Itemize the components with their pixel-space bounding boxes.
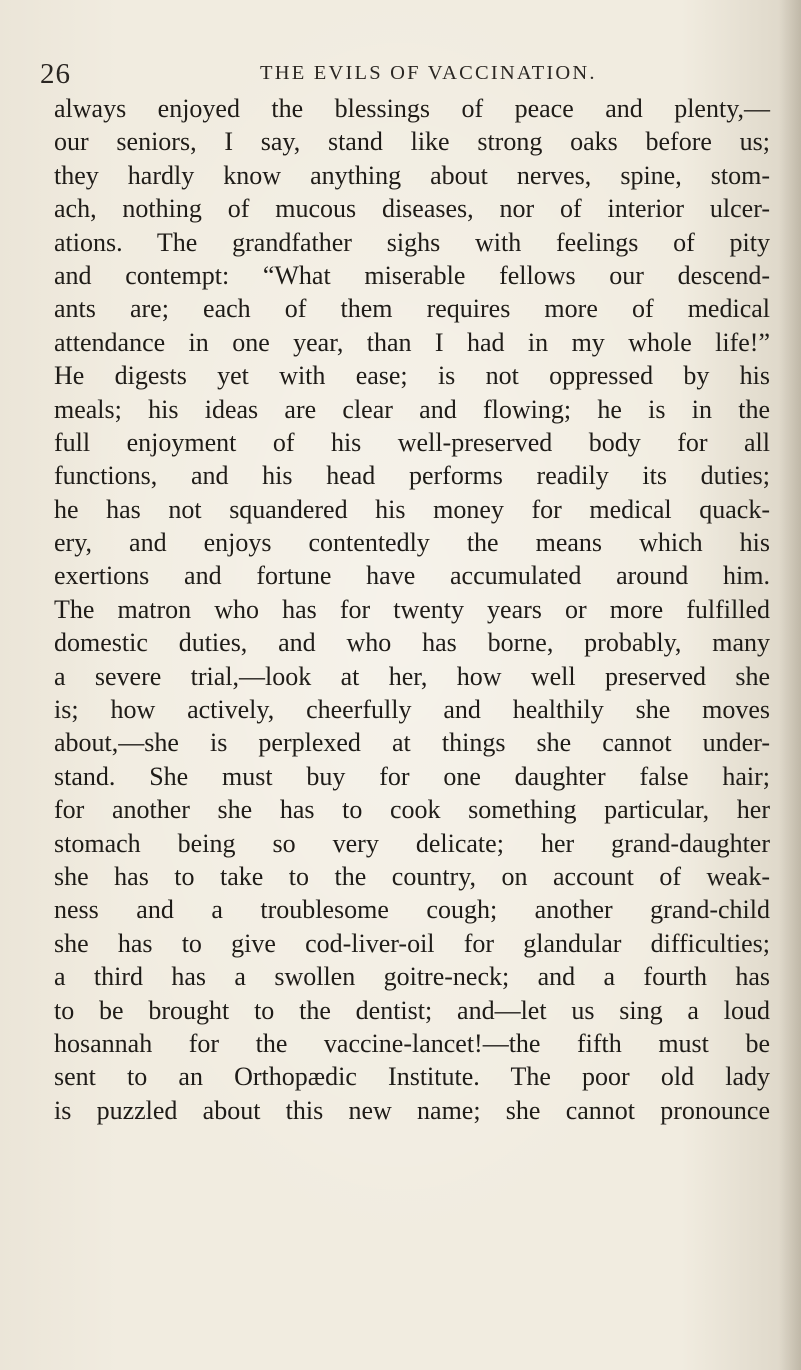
body-text <box>54 92 770 1127</box>
text-line: He digests yet with ease; is not oppressed by his <box>54 361 770 391</box>
text-line: she has to give cod-liver-oil for glandular difficulties; <box>54 928 770 958</box>
text-line: is puzzled about this new name; she cannot pronounce <box>54 1095 770 1125</box>
text-line: attendance in one year, than I had in my whole life!” <box>54 327 770 357</box>
text-line: to be brought to the dentist; and—let us sing a loud <box>54 995 770 1025</box>
text-line: always enjoyed the blessings of peace and plenty,— <box>54 94 770 123</box>
text-line: a severe trial,—look at her, how well preserved she <box>54 661 770 691</box>
text-line: ery, and enjoys contentedly the means which his <box>54 528 770 558</box>
text-line: for another she has to cook something particular, her <box>54 795 770 825</box>
page-edge-shadow <box>779 0 801 1370</box>
text-line: ations. The grandfather sighs with feelings of pity <box>54 227 770 257</box>
text-line: they hardly know anything about nerves, spine, stom- <box>54 160 770 190</box>
text-line: our seniors, I say, stand like strong oaks before us; <box>54 127 770 157</box>
text-line: hosannah for the vaccine-lancet!—the fifth must be <box>54 1028 770 1058</box>
text-line: The matron who has for twenty years or more fulfilled <box>54 594 770 624</box>
page-number: 26 <box>40 58 71 90</box>
running-title: THE EVILS OF VACCINATION. <box>260 62 597 84</box>
text-line: about,—she is perplexed at things she cannot under- <box>54 728 770 758</box>
text-line: stand. She must buy for one daughter false hair; <box>54 761 770 791</box>
text-line: ants are; each of them requires more of medical <box>54 294 770 324</box>
text-line: sent to an Orthopædic Institute. The poor old lady <box>54 1062 770 1092</box>
text-line: a third has a swollen goitre-neck; and a fourth has <box>54 962 770 992</box>
text-line: is; how actively, cheerfully and healthily she moves <box>54 695 770 725</box>
text-line: functions, and his head performs readily its duties; <box>54 461 770 491</box>
text-line: and contempt: “What miserable fellows our descend- <box>54 260 770 290</box>
text-line: she has to take to the country, on account of weak- <box>54 861 770 891</box>
text-line: he has not squandered his money for medical quack- <box>54 494 770 524</box>
text-line: meals; his ideas are clear and flowing; he is in the <box>54 394 770 424</box>
text-line: domestic duties, and who has borne, probably, many <box>54 628 770 658</box>
text-line: stomach being so very delicate; her grand-daughter <box>54 828 770 858</box>
text-line: ness and a troublesome cough; another grand-child <box>54 895 770 925</box>
text-line: ach, nothing of mucous diseases, nor of interior ulcer- <box>54 194 770 224</box>
text-line: exertions and fortune have accumulated around him. <box>54 561 770 591</box>
text-line: full enjoyment of his well-preserved body for all <box>54 427 770 457</box>
